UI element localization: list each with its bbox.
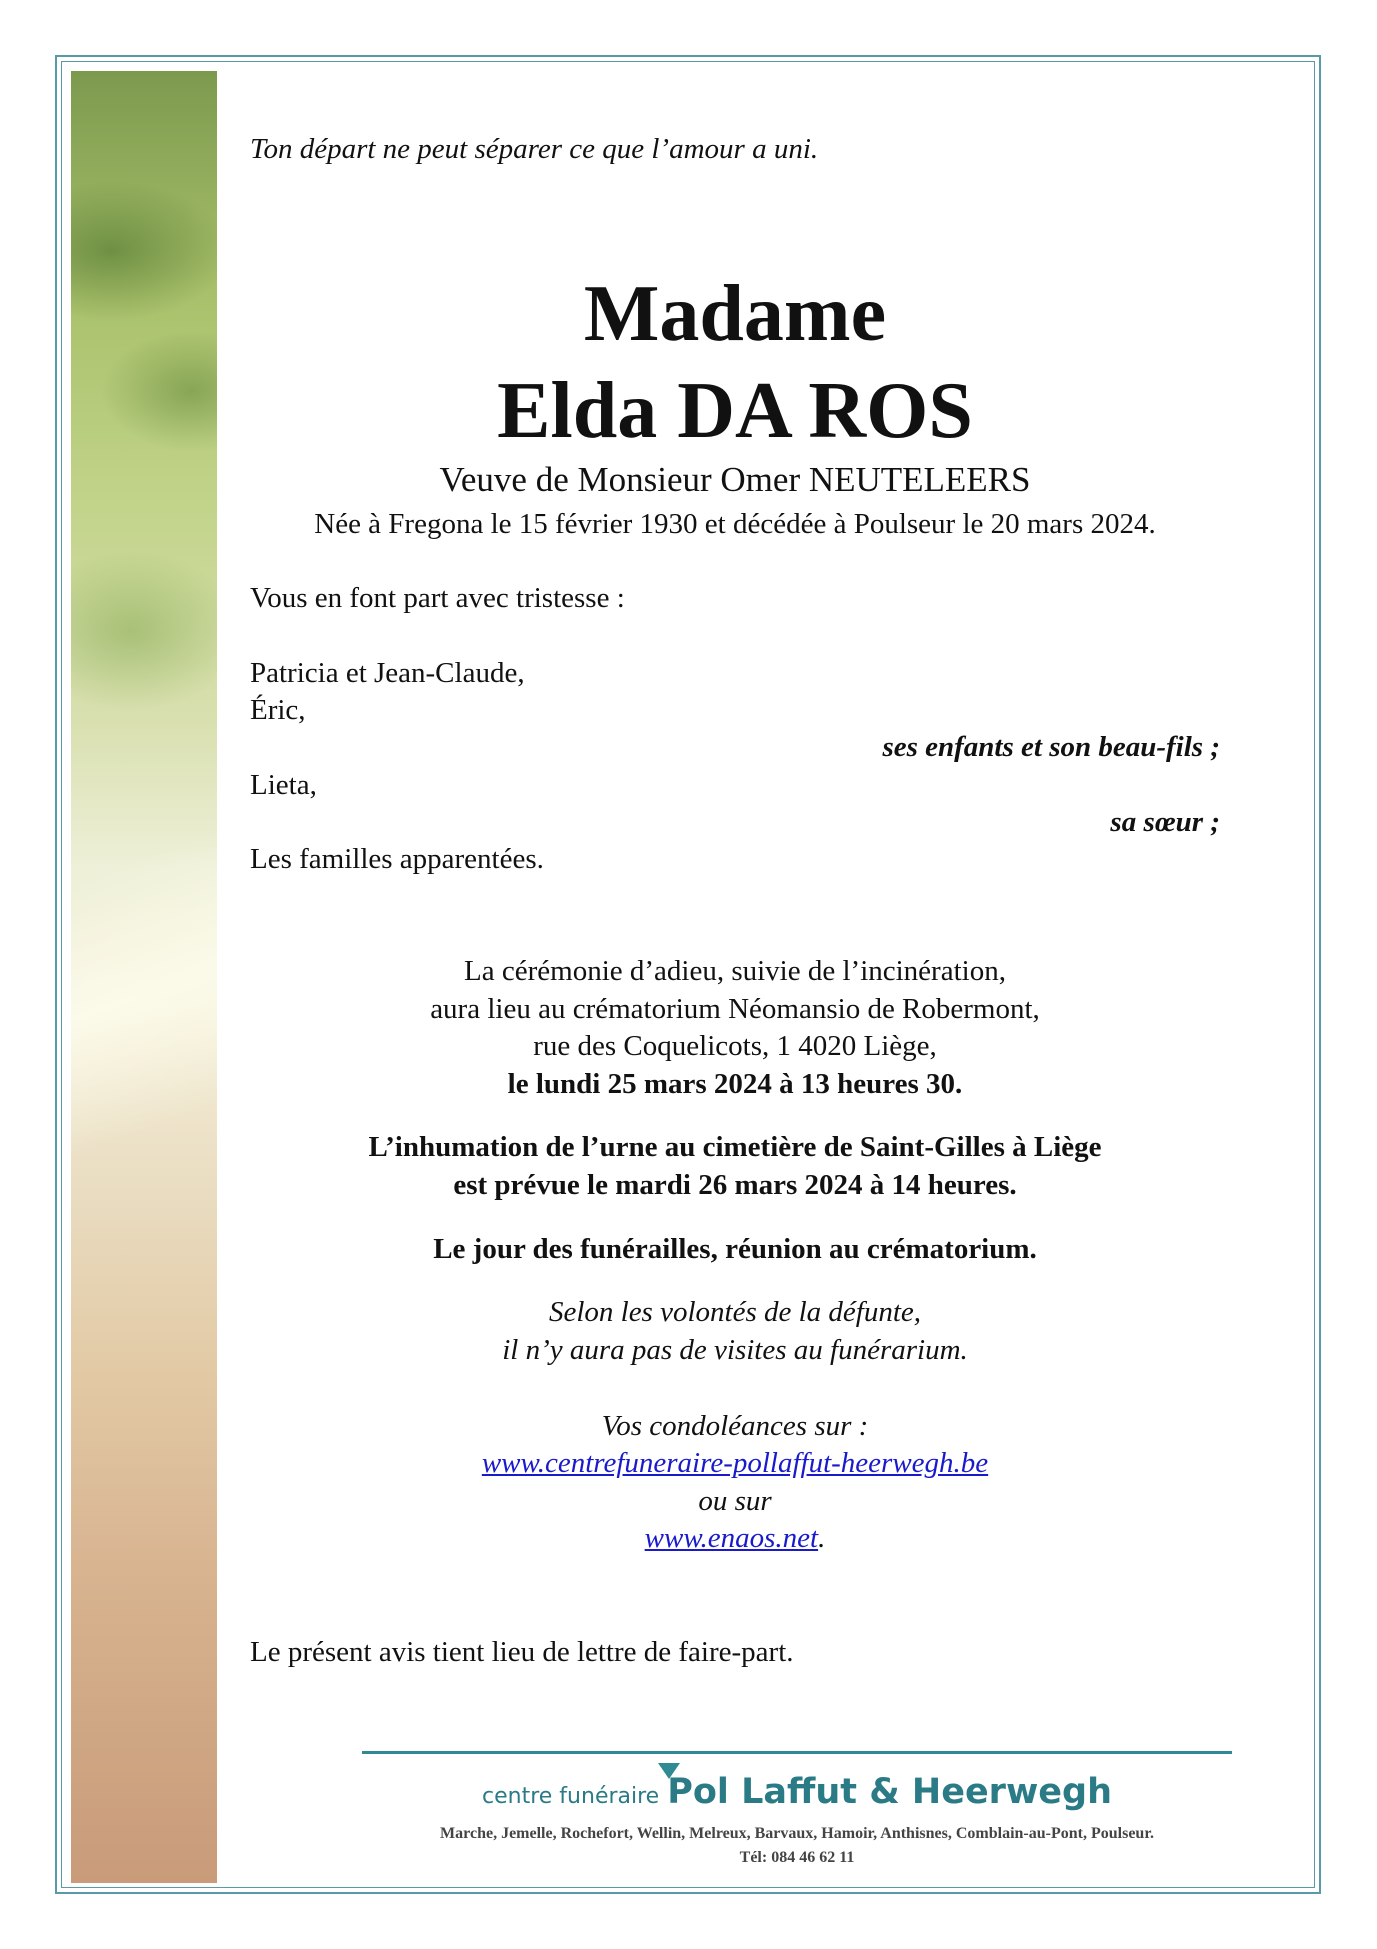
family-children-relation: ses enfants et son beau-fils ; (882, 731, 1220, 763)
family-relatives: Les familles apparentées. (250, 843, 544, 875)
light-rays (71, 771, 217, 1271)
logo-prefix: centre funéraire (482, 1784, 660, 1809)
condolences-or: ou sur (698, 1485, 772, 1517)
family-sister: Lieta, (250, 769, 317, 801)
condolences-link-2-row (250, 1522, 1220, 1555)
notice: Le présent avis tient lieu de lettre de faire-part. (250, 1636, 794, 1668)
footer-towns: Marche, Jemelle, Rochefort, Wellin, Melreux, Barvaux, Hamoir, Anthisnes, Comblain-au-Pont, Poulseur. (440, 1825, 1154, 1842)
ceremony-date: le lundi 25 mars 2024 à 13 heures 30. (507, 1068, 963, 1100)
title-honorific: Madame (583, 270, 887, 358)
wishes-line-1: Selon les volontés de la défunte, (548, 1296, 922, 1328)
ceremony-line-3: rue des Coquelicots, 1 4020 Liège, (533, 1030, 937, 1062)
birth-death: Née à Fregona le 15 février 1930 et décédée à Poulseur le 20 mars 2024. (314, 508, 1156, 540)
logo-name: Pol Laffut & Heerwegh (667, 1772, 1112, 1812)
link-2-suffix: . (818, 1522, 826, 1554)
widow-of: Veuve de Monsieur Omer NEUTELEERS (439, 460, 1031, 499)
condolences-intro: Vos condoléances sur : (601, 1410, 869, 1442)
epigraph: Ton départ ne peut séparer ce que l’amour a uni. (250, 133, 819, 165)
footer-rule (362, 1751, 1232, 1754)
announcement-intro: Vous en font part avec tristesse : (250, 582, 625, 614)
ceremony-line-1: La cérémonie d’adieu, suivie de l’incinération, (464, 955, 1006, 987)
family-children-1: Patricia et Jean-Claude, (250, 657, 525, 689)
condolences-link-1-row (250, 1447, 1220, 1480)
family-children-2: Éric, (250, 694, 306, 726)
family-sister-relation: sa sœur ; (1110, 806, 1220, 838)
funeral-center-link[interactable]: www.centrefuneraire-pollaffut-heerwegh.be (481, 1447, 989, 1479)
burial-line-1: L’inhumation de l’urne au cimetière de Saint-Gilles à Liège (368, 1131, 1102, 1163)
footer-phone: Tél: 084 46 62 11 (739, 1849, 855, 1866)
funeral-center-logo (362, 1772, 1232, 1812)
enaos-link[interactable]: www.enaos.net (644, 1522, 819, 1554)
ceremony-line-2: aura lieu au crématorium Néomansio de Robermont, (430, 993, 1040, 1025)
deceased-name: Elda DA ROS (497, 367, 973, 455)
gathering: Le jour des funérailles, réunion au crématorium. (433, 1233, 1037, 1265)
burial-line-2: est prévue le mardi 26 mars 2024 à 14 heures. (453, 1169, 1017, 1201)
wishes-line-2: il n’y aura pas de visites au funérarium. (502, 1334, 968, 1366)
forest-path-photo (71, 71, 217, 1883)
